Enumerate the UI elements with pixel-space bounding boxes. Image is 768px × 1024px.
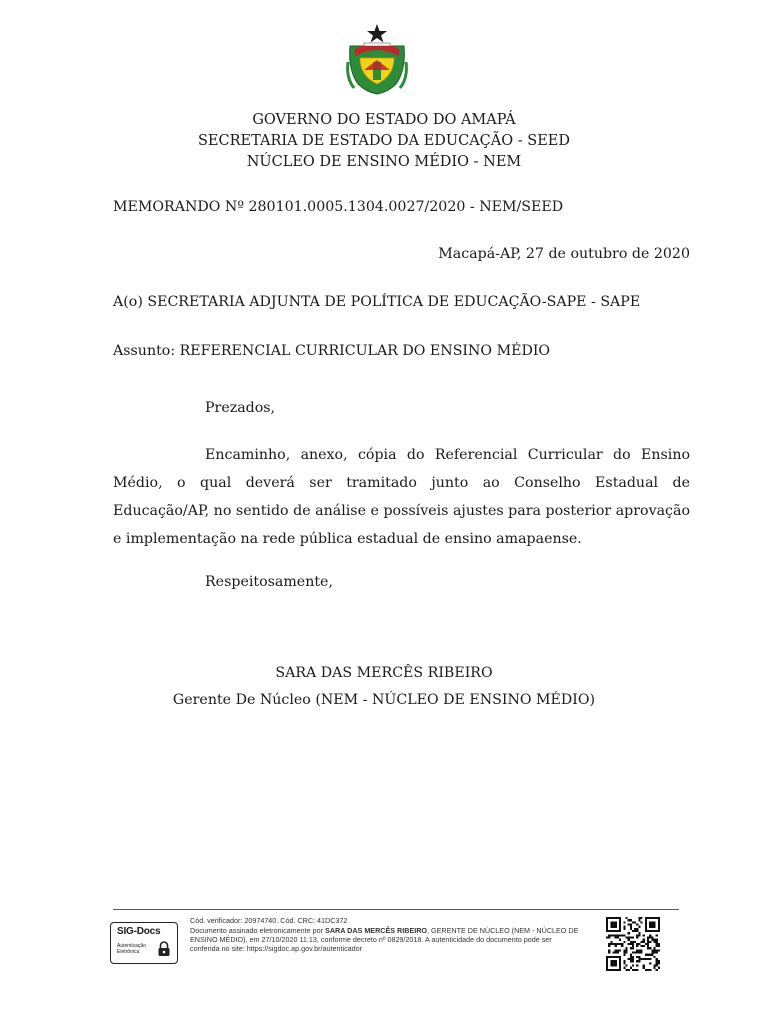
auth-text-before: Documento assinado eletronicamente por: [190, 926, 326, 935]
amapa-coat-of-arms-icon: [344, 22, 410, 98]
sigdocs-brand: SIG-Docs: [117, 926, 161, 937]
qr-code-icon[interactable]: [606, 917, 660, 971]
memo-body: Encaminho, anexo, cópia do Referencial Curricular do Ensino Médio, o qual deverá ser tramitado junto ao Conselho Estadual de Educação/AP, no sentido de análise e possíveis ajustes para posterior aprovação e implementação na rede pública estadual de ensino amapaense.: [113, 447, 690, 547]
signer-role: Gerente De Núcleo (NEM - NÚCLEO DE ENSINO MÉDIO): [172, 692, 596, 708]
sigdocs-logo: [110, 922, 178, 964]
memo-number: MEMORANDO Nº 280101.0005.1304.0027/2020 - NEM/SEED: [113, 199, 564, 215]
verification-codes: Cód. verificador: 20974740. Cód. CRC: 41DC372: [190, 916, 348, 925]
subject-text: REFERENCIAL CURRICULAR DO ENSINO MÉDIO: [179, 343, 551, 359]
header-government: GOVERNO DO ESTADO DO AMAPÁ: [252, 112, 516, 128]
footer-authentication-text: [190, 916, 582, 953]
memo-subject: [113, 343, 550, 359]
auth-signer-name: SARA DAS MERCÊS RIBEIRO: [325, 926, 428, 935]
auth-text-after: , GERENTE DE NÚCLEO (NEM - NÚCLEO DE ENSINO MÉDIO), em 27/10/2020 11:13, conforme decreto nº 0829/2018. A autenticidade do documento pode ser conferida no site: https://sigdoc.ap.gov.br/autenticador: [190, 926, 579, 953]
memo-date: Macapá-AP, 27 de outubro de 2020: [438, 246, 690, 262]
memo-closing: Respeitosamente,: [205, 574, 333, 590]
letterhead: [0, 110, 768, 173]
header-department: NÚCLEO DE ENSINO MÉDIO - NEM: [246, 154, 522, 170]
memo-greeting: Prezados,: [205, 400, 276, 416]
subject-label: Assunto:: [113, 343, 176, 359]
lock-icon: [157, 941, 171, 957]
footer-divider: [113, 909, 679, 910]
sigdocs-auth-label: Autenticação Eletrônica: [117, 943, 146, 955]
memo-recipient: A(o) SECRETARIA ADJUNTA DE POLÍTICA DE EDUCAÇÃO-SAPE - SAPE: [113, 294, 641, 310]
header-secretariat: SECRETARIA DE ESTADO DA EDUCAÇÃO - SEED: [197, 133, 570, 149]
signer-name: SARA DAS MERCÊS RIBEIRO: [275, 665, 493, 681]
